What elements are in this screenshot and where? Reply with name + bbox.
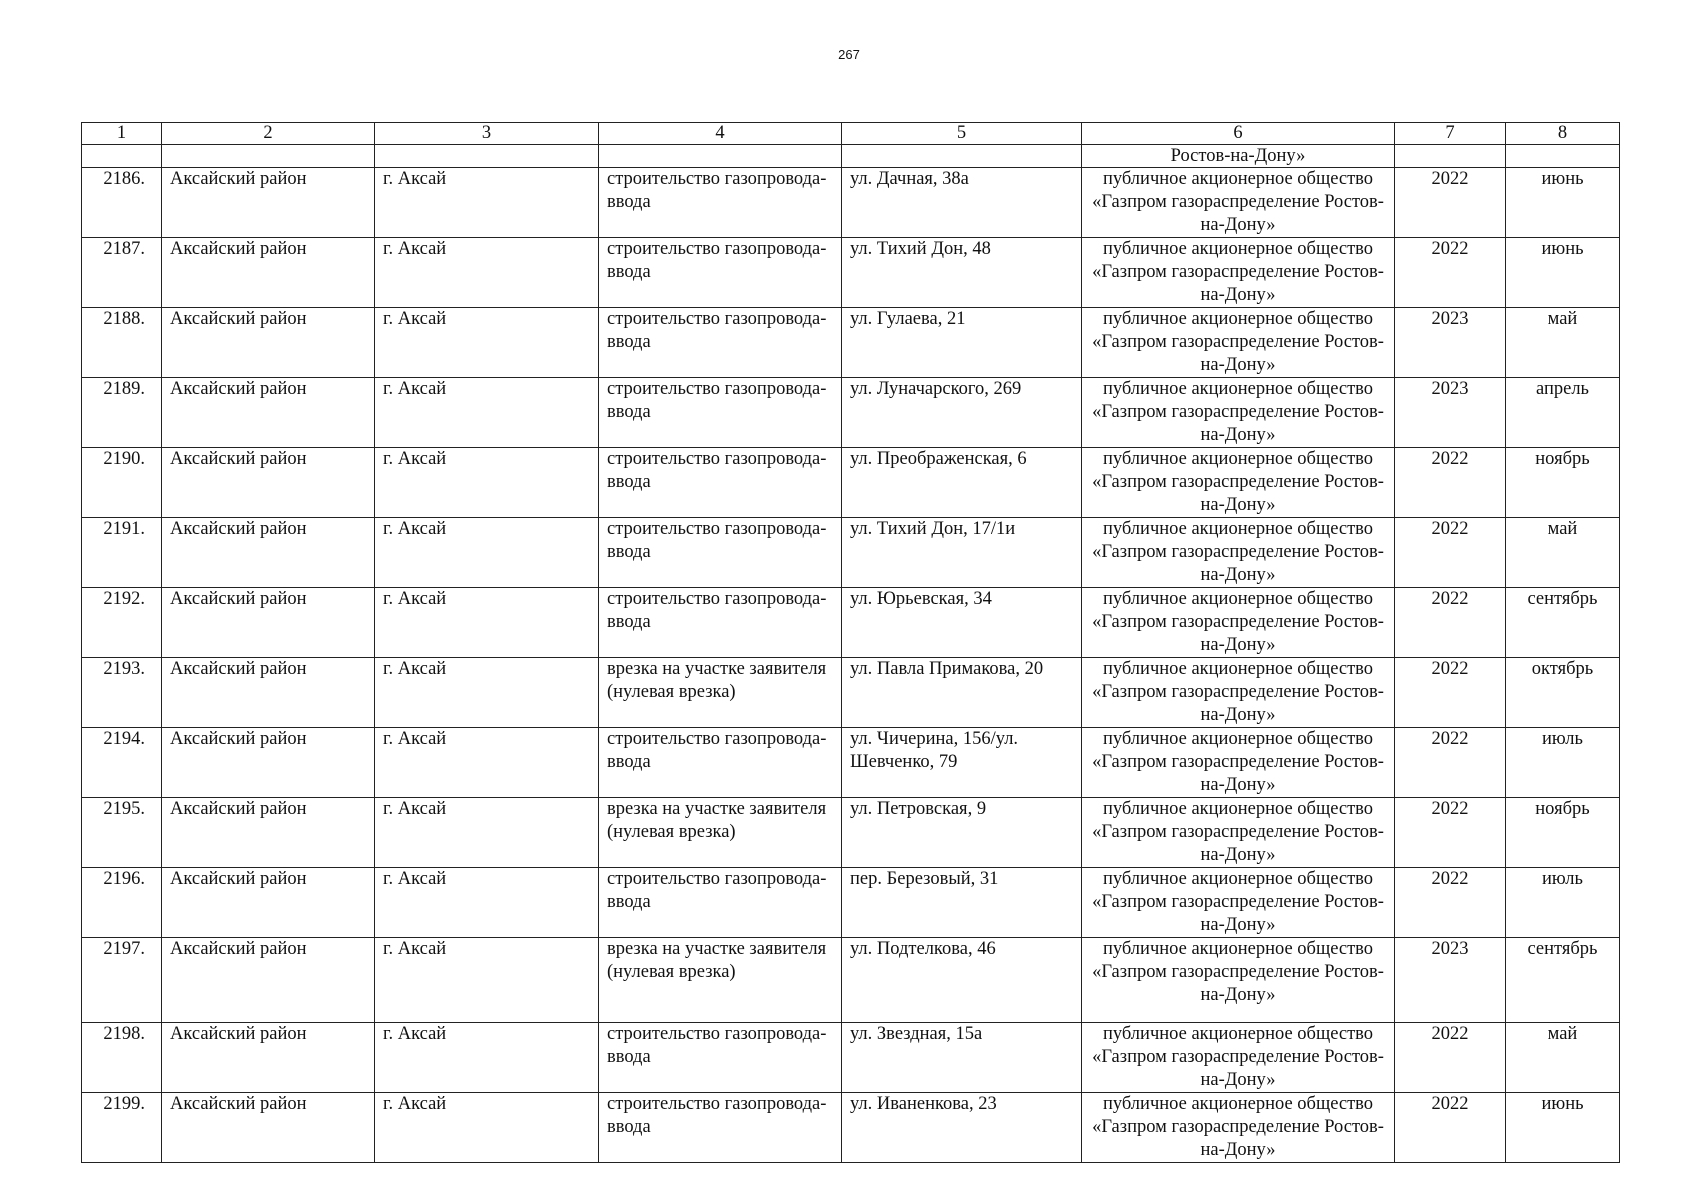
registry-table bbox=[81, 122, 1620, 1163]
cell-work-type: строительство газопровода-ввода bbox=[599, 238, 842, 308]
column-header-7: 7 bbox=[1395, 123, 1506, 145]
table-row bbox=[82, 1023, 1620, 1093]
table-row bbox=[82, 938, 1620, 1023]
cell-district: Аксайский район bbox=[162, 168, 375, 238]
cell-address: ул. Чичерина, 156/ул. Шевченко, 79 bbox=[842, 728, 1082, 798]
cell-organization: публичное акционерное общество «Газпром газораспределение Ростов-на-Дону» bbox=[1082, 518, 1395, 588]
cell-month: май bbox=[1506, 518, 1620, 588]
cell-city: г. Аксай bbox=[375, 238, 599, 308]
cell-year: 2022 bbox=[1395, 1023, 1506, 1093]
cell-address: ул. Павла Примакова, 20 bbox=[842, 658, 1082, 728]
cell-city: г. Аксай bbox=[375, 1023, 599, 1093]
column-header-8: 8 bbox=[1506, 123, 1620, 145]
column-header-1: 1 bbox=[82, 123, 162, 145]
cell-city: г. Аксай bbox=[375, 588, 599, 658]
cell-organization: публичное акционерное общество «Газпром газораспределение Ростов-на-Дону» bbox=[1082, 448, 1395, 518]
cell-empty bbox=[1506, 145, 1620, 168]
cell-address: ул. Звездная, 15а bbox=[842, 1023, 1082, 1093]
column-header-4: 4 bbox=[599, 123, 842, 145]
cell-month: май bbox=[1506, 1023, 1620, 1093]
cell-district: Аксайский район bbox=[162, 588, 375, 658]
cell-address: ул. Тихий Дон, 17/1и bbox=[842, 518, 1082, 588]
cell-year: 2023 bbox=[1395, 938, 1506, 1023]
cell-number: 2186. bbox=[82, 168, 162, 238]
cell-address: пер. Березовый, 31 bbox=[842, 868, 1082, 938]
cell-work-type: строительство газопровода-ввода bbox=[599, 588, 842, 658]
cell-number: 2192. bbox=[82, 588, 162, 658]
cell-empty bbox=[375, 145, 599, 168]
cell-year: 2022 bbox=[1395, 168, 1506, 238]
cell-number: 2195. bbox=[82, 798, 162, 868]
cell-year: 2022 bbox=[1395, 728, 1506, 798]
cell-number: 2196. bbox=[82, 868, 162, 938]
cell-year: 2023 bbox=[1395, 308, 1506, 378]
cell-month: ноябрь bbox=[1506, 448, 1620, 518]
cell-month: июнь bbox=[1506, 168, 1620, 238]
table-row bbox=[82, 168, 1620, 238]
cell-district: Аксайский район bbox=[162, 798, 375, 868]
cell-address: ул. Преображенская, 6 bbox=[842, 448, 1082, 518]
cell-city: г. Аксай bbox=[375, 1093, 599, 1163]
cell-work-type: врезка на участке заявителя (нулевая врезка) bbox=[599, 658, 842, 728]
column-header-5: 5 bbox=[842, 123, 1082, 145]
cell-month: июнь bbox=[1506, 1093, 1620, 1163]
cell-year: 2022 bbox=[1395, 588, 1506, 658]
cell-empty bbox=[162, 145, 375, 168]
cell-organization: публичное акционерное общество «Газпром газораспределение Ростов-на-Дону» bbox=[1082, 238, 1395, 308]
cell-number: 2194. bbox=[82, 728, 162, 798]
cell-organization-continued: Ростов-на-Дону» bbox=[1082, 145, 1395, 168]
cell-number: 2189. bbox=[82, 378, 162, 448]
column-number-row bbox=[82, 123, 1620, 145]
cell-month: июль bbox=[1506, 868, 1620, 938]
cell-city: г. Аксай bbox=[375, 308, 599, 378]
cell-district: Аксайский район bbox=[162, 728, 375, 798]
cell-year: 2022 bbox=[1395, 518, 1506, 588]
cell-organization: публичное акционерное общество «Газпром газораспределение Ростов-на-Дону» bbox=[1082, 168, 1395, 238]
cell-organization: публичное акционерное общество «Газпром газораспределение Ростов-на-Дону» bbox=[1082, 868, 1395, 938]
column-header-3: 3 bbox=[375, 123, 599, 145]
cell-district: Аксайский район bbox=[162, 938, 375, 1023]
cell-work-type: строительство газопровода-ввода bbox=[599, 378, 842, 448]
table-row bbox=[82, 728, 1620, 798]
cell-district: Аксайский район bbox=[162, 868, 375, 938]
cell-district: Аксайский район bbox=[162, 1023, 375, 1093]
table-row bbox=[82, 378, 1620, 448]
cell-number: 2190. bbox=[82, 448, 162, 518]
cell-work-type: строительство газопровода-ввода bbox=[599, 1023, 842, 1093]
cell-city: г. Аксай bbox=[375, 658, 599, 728]
cell-month: сентябрь bbox=[1506, 938, 1620, 1023]
cell-month: ноябрь bbox=[1506, 798, 1620, 868]
cell-district: Аксайский район bbox=[162, 518, 375, 588]
cell-address: ул. Иваненкова, 23 bbox=[842, 1093, 1082, 1163]
cell-organization: публичное акционерное общество «Газпром газораспределение Ростов-на-Дону» bbox=[1082, 728, 1395, 798]
table-row bbox=[82, 1093, 1620, 1163]
continuation-row bbox=[82, 145, 1620, 168]
cell-address: ул. Петровская, 9 bbox=[842, 798, 1082, 868]
cell-organization: публичное акционерное общество «Газпром газораспределение Ростов-на-Дону» bbox=[1082, 378, 1395, 448]
cell-district: Аксайский район bbox=[162, 308, 375, 378]
cell-number: 2187. bbox=[82, 238, 162, 308]
cell-work-type: строительство газопровода-ввода bbox=[599, 308, 842, 378]
cell-city: г. Аксай bbox=[375, 728, 599, 798]
table-row bbox=[82, 658, 1620, 728]
cell-number: 2198. bbox=[82, 1023, 162, 1093]
cell-district: Аксайский район bbox=[162, 1093, 375, 1163]
cell-district: Аксайский район bbox=[162, 658, 375, 728]
cell-work-type: строительство газопровода-ввода bbox=[599, 868, 842, 938]
column-header-6: 6 bbox=[1082, 123, 1395, 145]
table-row bbox=[82, 308, 1620, 378]
cell-address: ул. Луначарского, 269 bbox=[842, 378, 1082, 448]
table-row bbox=[82, 868, 1620, 938]
cell-city: г. Аксай bbox=[375, 938, 599, 1023]
cell-work-type: строительство газопровода-ввода bbox=[599, 518, 842, 588]
cell-work-type: строительство газопровода-ввода bbox=[599, 1093, 842, 1163]
cell-address: ул. Тихий Дон, 48 bbox=[842, 238, 1082, 308]
cell-work-type: строительство газопровода-ввода bbox=[599, 448, 842, 518]
cell-district: Аксайский район bbox=[162, 378, 375, 448]
page-number: 267 bbox=[838, 47, 860, 62]
cell-city: г. Аксай bbox=[375, 518, 599, 588]
cell-month: июль bbox=[1506, 728, 1620, 798]
cell-month: сентябрь bbox=[1506, 588, 1620, 658]
cell-organization: публичное акционерное общество «Газпром газораспределение Ростов-на-Дону» bbox=[1082, 1023, 1395, 1093]
cell-year: 2023 bbox=[1395, 378, 1506, 448]
cell-work-type: строительство газопровода-ввода bbox=[599, 728, 842, 798]
cell-city: г. Аксай bbox=[375, 378, 599, 448]
table-row bbox=[82, 798, 1620, 868]
cell-year: 2022 bbox=[1395, 658, 1506, 728]
cell-empty bbox=[82, 145, 162, 168]
cell-number: 2197. bbox=[82, 938, 162, 1023]
cell-city: г. Аксай bbox=[375, 168, 599, 238]
cell-year: 2022 bbox=[1395, 868, 1506, 938]
cell-month: октябрь bbox=[1506, 658, 1620, 728]
cell-organization: публичное акционерное общество «Газпром газораспределение Ростов-на-Дону» bbox=[1082, 938, 1395, 1023]
cell-work-type: строительство газопровода-ввода bbox=[599, 168, 842, 238]
cell-city: г. Аксай bbox=[375, 798, 599, 868]
cell-empty bbox=[842, 145, 1082, 168]
cell-year: 2022 bbox=[1395, 238, 1506, 308]
cell-year: 2022 bbox=[1395, 798, 1506, 868]
cell-address: ул. Юрьевская, 34 bbox=[842, 588, 1082, 658]
table-row bbox=[82, 238, 1620, 308]
cell-district: Аксайский район bbox=[162, 238, 375, 308]
cell-number: 2193. bbox=[82, 658, 162, 728]
cell-address: ул. Гулаева, 21 bbox=[842, 308, 1082, 378]
cell-number: 2188. bbox=[82, 308, 162, 378]
cell-address: ул. Дачная, 38а bbox=[842, 168, 1082, 238]
table-row bbox=[82, 448, 1620, 518]
cell-empty bbox=[1395, 145, 1506, 168]
cell-district: Аксайский район bbox=[162, 448, 375, 518]
cell-year: 2022 bbox=[1395, 1093, 1506, 1163]
table-row bbox=[82, 518, 1620, 588]
cell-organization: публичное акционерное общество «Газпром газораспределение Ростов-на-Дону» bbox=[1082, 1093, 1395, 1163]
cell-empty bbox=[599, 145, 842, 168]
cell-month: апрель bbox=[1506, 378, 1620, 448]
cell-month: май bbox=[1506, 308, 1620, 378]
cell-month: июнь bbox=[1506, 238, 1620, 308]
cell-work-type: врезка на участке заявителя (нулевая врезка) bbox=[599, 938, 842, 1023]
cell-number: 2191. bbox=[82, 518, 162, 588]
cell-city: г. Аксай bbox=[375, 868, 599, 938]
column-header-2: 2 bbox=[162, 123, 375, 145]
cell-organization: публичное акционерное общество «Газпром газораспределение Ростов-на-Дону» bbox=[1082, 308, 1395, 378]
cell-organization: публичное акционерное общество «Газпром газораспределение Ростов-на-Дону» bbox=[1082, 658, 1395, 728]
cell-address: ул. Подтелкова, 46 bbox=[842, 938, 1082, 1023]
cell-work-type: врезка на участке заявителя (нулевая врезка) bbox=[599, 798, 842, 868]
cell-city: г. Аксай bbox=[375, 448, 599, 518]
cell-number: 2199. bbox=[82, 1093, 162, 1163]
cell-organization: публичное акционерное общество «Газпром газораспределение Ростов-на-Дону» bbox=[1082, 798, 1395, 868]
cell-year: 2022 bbox=[1395, 448, 1506, 518]
table-row bbox=[82, 588, 1620, 658]
cell-organization: публичное акционерное общество «Газпром газораспределение Ростов-на-Дону» bbox=[1082, 588, 1395, 658]
